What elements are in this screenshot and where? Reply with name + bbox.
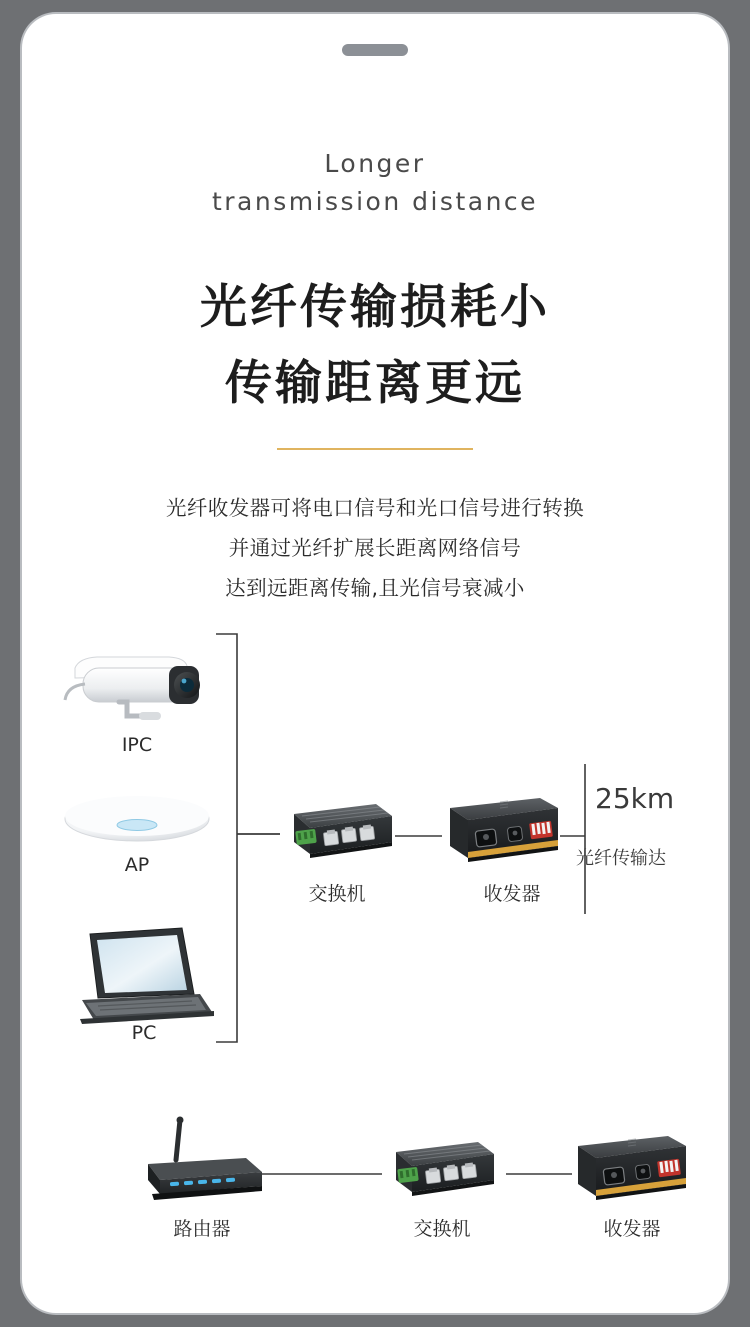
device-switch-bottom — [382, 1134, 500, 1204]
label-switch-bottom: 交换机 — [413, 1218, 471, 1240]
english-heading-line1: Longer — [324, 149, 426, 178]
label-distance-value: 25km — [595, 782, 675, 815]
label-ipc: IPC — [121, 734, 153, 756]
divider — [277, 448, 473, 450]
chinese-heading-line2: 传输距离更远 — [225, 356, 525, 411]
description-line1: 光纤收发器可将电口信号和光口信号进行转换 — [166, 496, 584, 520]
label-distance-caption: 光纤传输达 — [576, 848, 666, 869]
device-pc-laptop — [72, 924, 217, 1034]
description-line2: 并通过光纤扩展长距离网络信号 — [228, 536, 522, 560]
device-frame — [22, 14, 728, 1313]
chinese-heading-line1: 光纤传输损耗小 — [200, 280, 550, 335]
label-converter-bottom: 收发器 — [603, 1218, 661, 1240]
device-switch-top — [280, 796, 398, 866]
english-heading-line2: transmission distance — [211, 187, 539, 216]
label-router: 路由器 — [173, 1218, 231, 1240]
speaker-notch-icon — [342, 44, 408, 56]
device-converter-bottom — [570, 1130, 692, 1208]
label-converter-top: 收发器 — [483, 883, 541, 905]
label-ap: AP — [124, 854, 150, 876]
device-converter-top — [442, 792, 564, 870]
device-router — [122, 1112, 272, 1208]
device-ipc-camera — [57, 634, 217, 734]
description-line3: 达到远距离传输,且光信号衰减小 — [225, 576, 525, 600]
device-ap — [62, 789, 212, 851]
network-topology-diagram — [22, 614, 728, 1274]
label-pc: PC — [131, 1022, 157, 1044]
label-switch-top: 交换机 — [308, 883, 366, 905]
